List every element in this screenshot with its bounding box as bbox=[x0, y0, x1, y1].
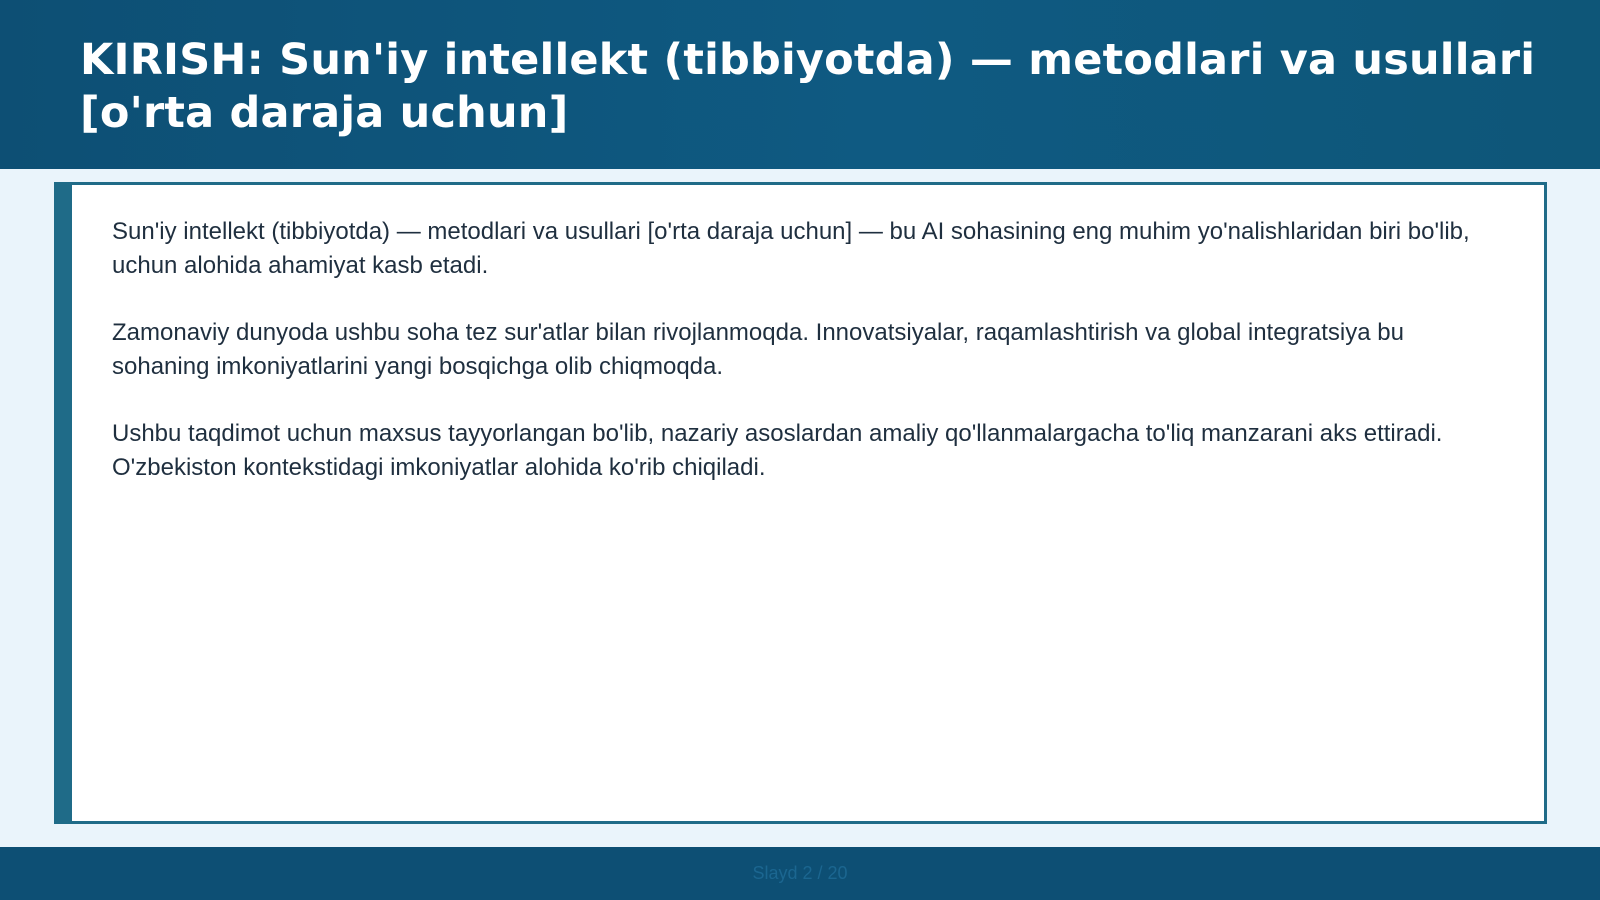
slide-number: Slayd 2 / 20 bbox=[752, 863, 848, 883]
content-card bbox=[54, 182, 1547, 824]
slide-footer bbox=[0, 847, 1600, 900]
slide-header bbox=[0, 0, 1600, 169]
paragraph-presentation-scope: Ushbu taqdimot uchun maxsus tayyorlangan bo'lib, nazariy asoslardan amaliy qo'llanmalargacha to'liq manzarani aks ettiradi. O'zbekiston kontekstidagi imkoniyatlar alohida ko'rib chiqiladi. bbox=[112, 420, 1443, 481]
content-body bbox=[112, 215, 1492, 518]
paragraph-modern-world: Zamonaviy dunyoda ushbu soha tez sur'atlar bilan rivojlanmoqda. Innovatsiyalar, raqamlashtirish va global integratsiya bu sohaning imkoniyatlarini yangi bosqichga olib chiqmoqda. bbox=[112, 319, 1404, 380]
slide-title: KIRISH: Sun'iy intellekt (tibbiyotda) — metodlari va usullari [o'rta daraja uchun] bbox=[80, 35, 1536, 138]
paragraph-intro: Sun'iy intellekt (tibbiyotda) — metodlari va usullari [o'rta daraja uchun] — bu AI sohasining eng muhim yo'nalishlaridan biri bo'lib, uchun alohida ahamiyat kasb etadi. bbox=[112, 218, 1470, 279]
